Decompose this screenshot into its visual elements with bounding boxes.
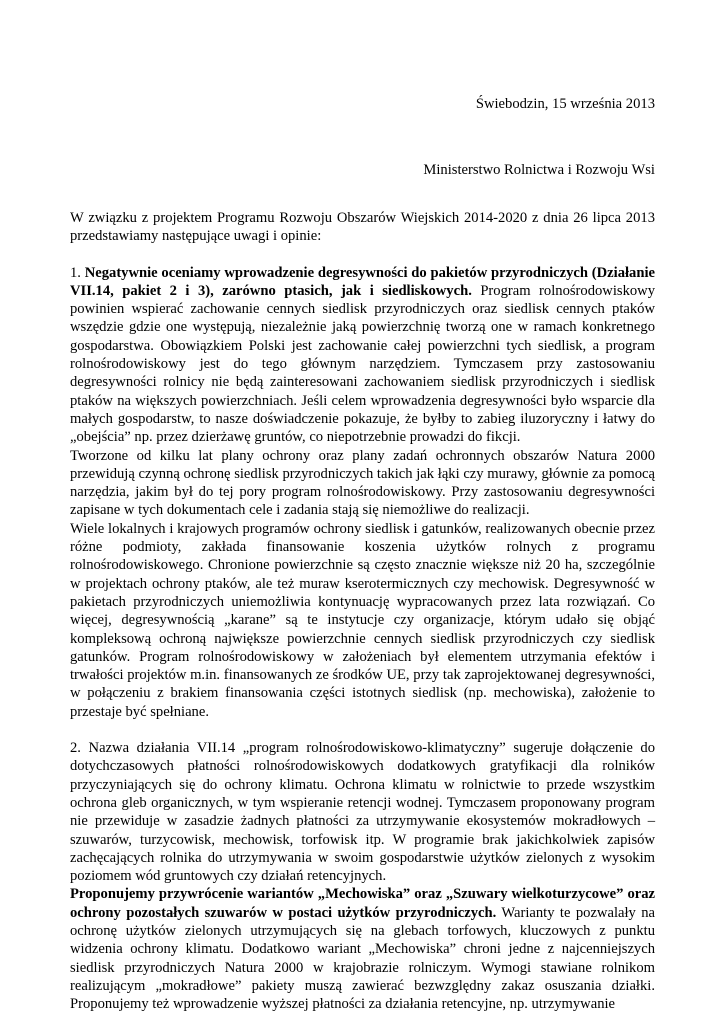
place-date: Świebodzin, 15 września 2013 [475, 96, 655, 112]
section-2-paragraph-2 [70, 885, 655, 1013]
section-1-heading: Negatywnie oceniamy wprowadzenie degresywności do pakietów przyrodniczych (Działanie VII.14, pakiet 2 i 3), zarówno ptasich, jak i siedliskowych. [70, 264, 655, 299]
section-1-number: 1. [70, 264, 85, 281]
section-2-paragraph-1: 2. Nazwa działania VII.14 „program rolnośrodowiskowo-klimatyczny” sugeruje dołączenie do dotychczasowych płatności rolnośrodowiskowych dodatkowych gratyfikacji dla rolników przyczyniających się do ochrony klimatu. Ochrona klimatu w rolnictwie to przede wszystkim ochrona gleb organicznych, w tym wspieranie retencji wodnej. Tymczasem proponowany program nie przewiduje w zasadzie żadnych płatności za utrzymywanie ekosystemów mokradłowych – szuwarów, turzycowisk, mechowisk, torfowisk itp. W programie brak jakichkolwiek zapisów zachęcających rolnika do utrzymywania w swoim gospodarstwie użytków zielonych z wysokim poziomem wód gruntowych czy działań retencyjnych. [70, 740, 655, 885]
intro-paragraph: W związku z projektem Programu Rozwoju Obszarów Wiejskich 2014-2020 z dnia 26 lipca 2013 przedstawiamy następujące uwagi i opinie: [70, 210, 655, 245]
section-1-paragraph-1 [70, 264, 655, 447]
section-1-paragraph-2: Tworzone od kilku lat plany ochrony oraz plany zadań ochronnych obszarów Natura 2000 przewidują czynną ochronę siedlisk przyrodniczych takich jak łąki czy murawy, głównie za pomocą narzędzia, jakim był do tej pory program rolnośrodowiskowy. Przy zastosowaniu degresywności zapisane w tych dokumentach cele i zadania stają się niemożliwe do realizacji. [70, 447, 655, 519]
recipient: Ministerstwo Rolnictwa i Rozwoju Wsi [423, 162, 655, 178]
section-1-text-1: Program rolnośrodowiskowy powinien wspierać zachowanie cennych siedlisk przyrodniczych oraz siedlisk cennych ptaków wszędzie gdzie one występują, niezależnie jaką powierzchnię tworzą one w ramach konkretnego gospodarstwa. Obowiązkiem Polski jest zachowanie całej powierzchni tych siedlisk, a program rolnośrodowiskowy jest do tego głównym narzędziem. Tymczasem przy zastosowaniu degresywności rolnicy nie będą zainteresowani zachowaniem siedlisk przyrodniczych i siedlisk ptaków na większych powierzchniach. Jeśli celem wprowadzenia degresywności było wsparcie dla małych gospodarstw, to nasze doświadczenie pokazuje, że byłby to zabieg iluzoryczny i łatwy do „obejścia” np. przez dzierżawę gruntów, co niepotrzebnie prowadzi do fikcji. [70, 282, 655, 446]
section-1-paragraph-3: Wiele lokalnych i krajowych programów ochrony siedlisk i gatunków, realizowanych obecnie przez różne podmioty, zakłada finansowanie koszenia użytków rolnych z programu rolnośrodowiskowego. Chronione powierzchnie są często znacznie większe niż 20 ha, szczególnie w projektach ochrony ptaków, ale też muraw kserotermicznych czy mechowisk. Degresywność w pakietach przyrodniczych uniemożliwia kontynuację wypracowanych przez lata rozwiązań. Co więcej, degresywnością „karane” są te instytucje czy organizacje, którym udało się objąć kompleksową ochroną największe powierzchnie cennych siedlisk przyrodniczych czy siedlisk gatunków. Program rolnośrodowiskowy w założeniach był elementem utrzymania efektów i trwałości projektów m.in. finansowanych ze środków UE, przy tak zaprojektowanej degresywności, w połączeniu z brakiem finansowania części istotnych siedlisk (np. mechowiska), założenie to przestaje być spełniane. [70, 520, 655, 720]
section-2-text-2: Warianty te pozwalały na ochronę użytków zielonych utrzymujących się na glebach torfowych, kluczowych z punktu widzenia ochrony klimatu. Dodatkowo wariant „Mechowiska” chroni jedne z najcenniejszych siedlisk przyrodniczych Natura 2000 w krajobrazie rolniczym. Wymogi stawiane rolnikom realizującym „mokradłowe” pakiety muszą zawierać bezwzględny zakaz osuszania działki. Proponujemy też wprowadzenie wyższej płatności za działania retencyjne, np. utrzymywanie [70, 904, 656, 1013]
letter-body [70, 209, 655, 1013]
section-2-heading: Proponujemy przywrócenie wariantów „Mechowiska” oraz „Szuwary wielkoturzycowe” oraz ochrony pozostałych szuwarów w postaci użytków przyrodniczych. [70, 886, 655, 921]
